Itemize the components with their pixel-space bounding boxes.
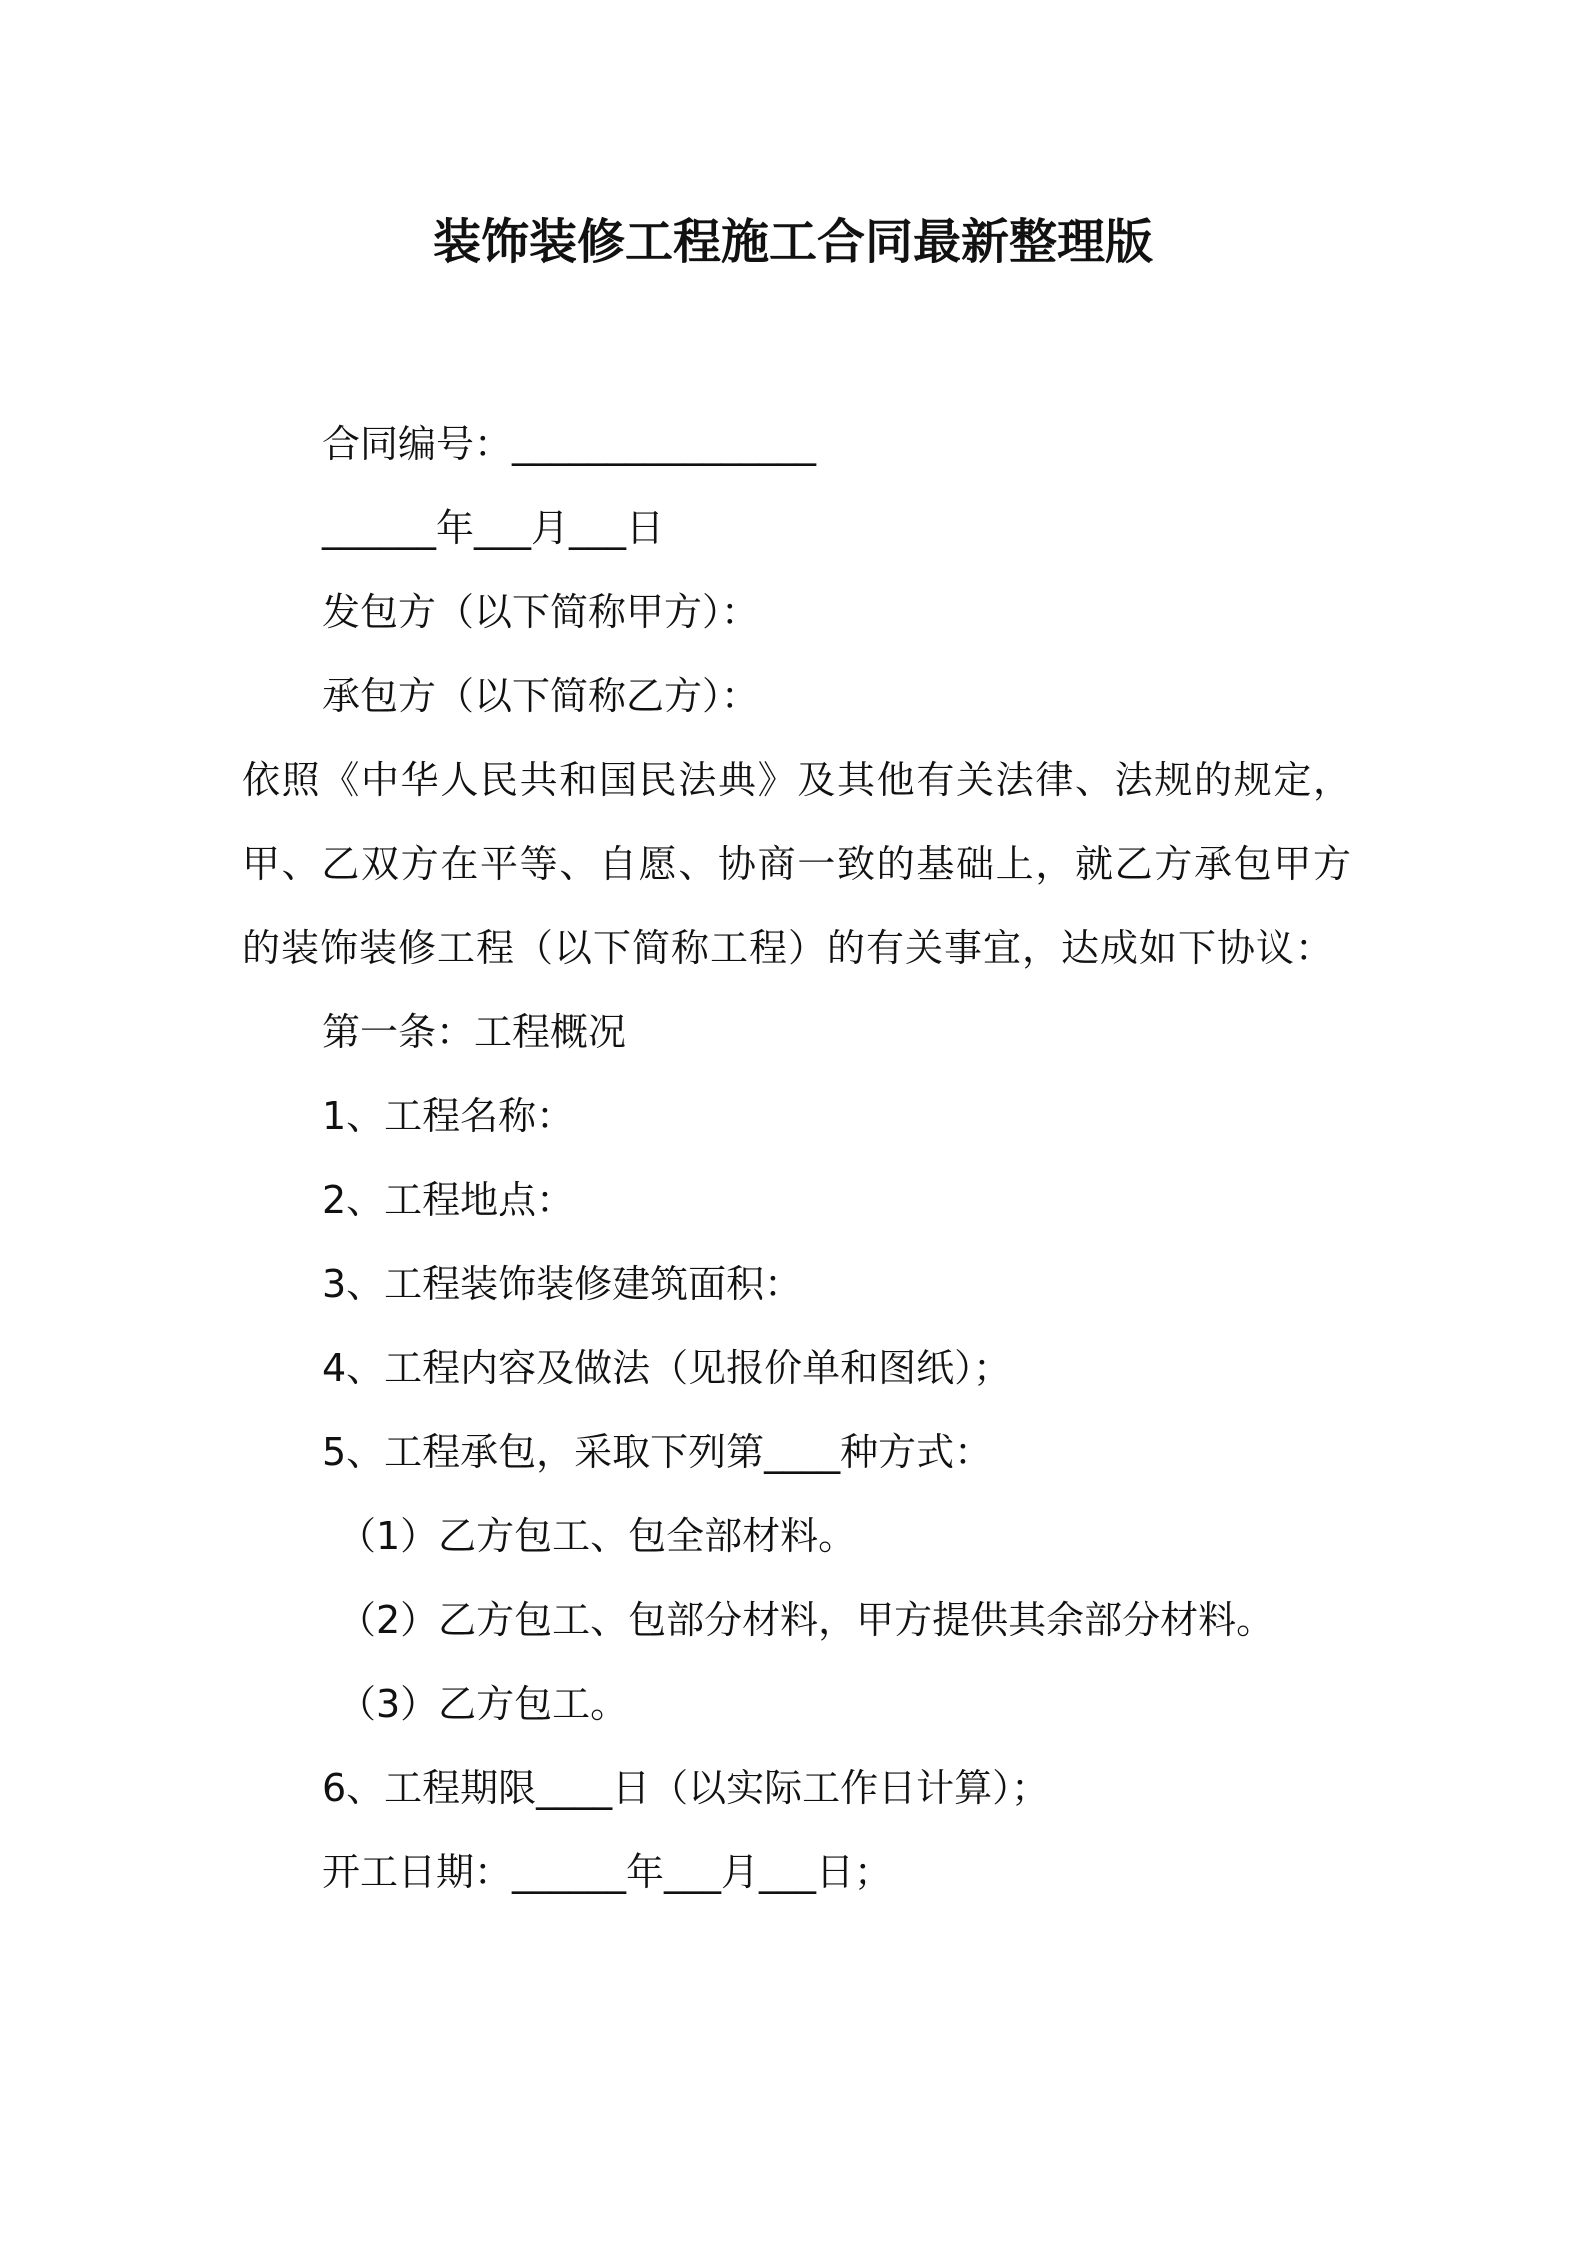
date-line: ______年___月___日 (322, 506, 665, 550)
article-1-item-3: 3、工程装饰装修建筑面积： (322, 1262, 803, 1306)
article-1-item-4: 4、工程内容及做法（见报价单和图纸）； (322, 1346, 1012, 1390)
article-1-item-1: 1、工程名称： (322, 1094, 575, 1138)
option-2: （2）乙方包工、包部分材料，甲方提供其余部分材料。 (338, 1598, 1275, 1642)
contract-number-line: 合同编号：________________ (322, 422, 817, 466)
article-1-heading: 第一条：工程概况 (322, 1010, 627, 1054)
start-date-line: 开工日期：______年___月___日； (322, 1850, 893, 1894)
intro-paragraph: 依照《中华人民共和国民法典》及其他有关法律、法规的规定，甲、乙双方在平等、自愿、协商一致的基础上，就乙方承包甲方的装饰装修工程（以下简称工程）的有关事宜，达成如下协议： (242, 758, 1352, 970)
option-3: （3）乙方包工。 (338, 1682, 629, 1726)
party-b-line: 承包方（以下简称乙方）： (322, 674, 760, 718)
option-1: （1）乙方包工、包全部材料。 (338, 1514, 857, 1558)
term-line: 6、工程期限____日（以实际工作日计算）； (322, 1766, 1050, 1810)
document-title: 装饰装修工程施工合同最新整理版 (432, 214, 1153, 270)
article-1-item-2: 2、工程地点： (322, 1178, 575, 1222)
document-body (242, 402, 1352, 1914)
party-a-line: 发包方（以下简称甲方）： (322, 590, 760, 634)
article-1-item-5: 5、工程承包，采取下列第____种方式： (322, 1430, 993, 1474)
